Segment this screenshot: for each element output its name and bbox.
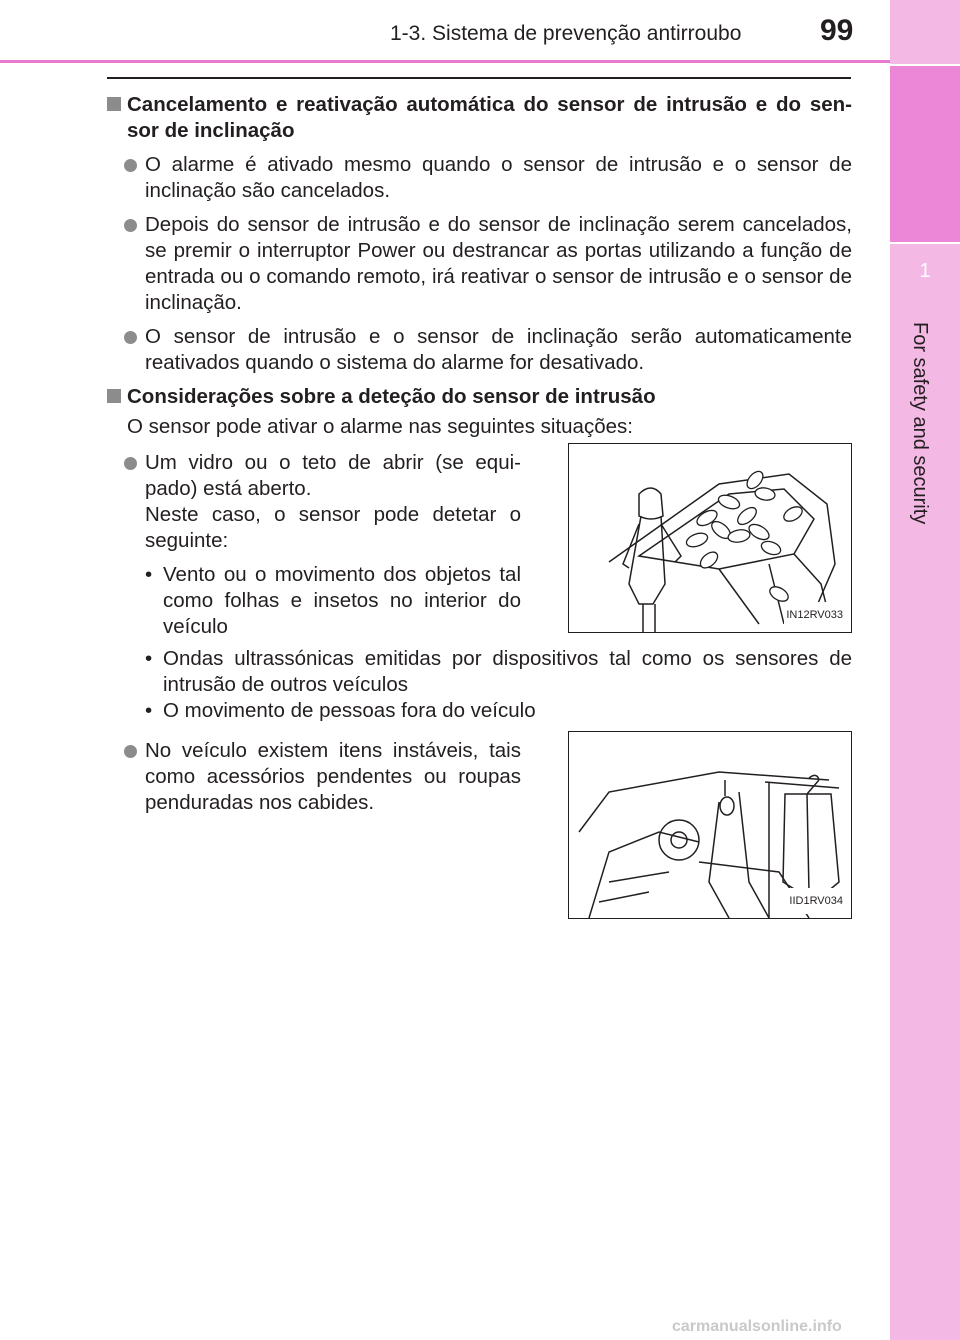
round-bullet-icon [124,745,137,758]
figure-code: IN12RV033 [784,602,845,628]
sub-bullet-mark: • [145,647,153,670]
bullet-text: O sensor de intrusão e o sensor de inclinação serão automaticamente reativados quando o sistema do alarme for desativado. [145,325,852,374]
square-bullet-icon [107,389,121,403]
page-header [0,0,890,63]
chapter-tab-highlight [890,64,960,244]
bullet-item [105,152,852,204]
figure-code: IID1RV034 [787,888,845,914]
chapter-side-tab [890,0,960,1340]
bullet-text: Um vidro ou o teto de abrir (se equi-pado) está aberto. [145,451,521,500]
figure-text-column [105,738,521,824]
sub-bullet-text: O movimento de pessoas fora do veículo [163,699,536,722]
section-heading-detection [105,384,852,410]
section-intro: O sensor pode ativar o alarme nas seguintes situações: [127,415,633,438]
sub-bullet-item [105,646,852,698]
square-bullet-icon [107,97,121,111]
sub-bullet-text: Vento ou o movimento dos objetos tal como folhas e insetos no interior do veículo [163,563,521,638]
figure-text-column [105,450,521,640]
page-content [105,92,852,919]
chapter-title: For safety and security [909,322,931,525]
figure-sunroof-leaves [568,443,852,633]
section-heading-text: Cancelamento e reativação automática do sensor de intrusão e do sen-sor de inclinação [127,93,852,142]
sub-bullet-mark: • [145,699,153,722]
bullet-text: No veículo existem itens instáveis, tais como acessórios pendentes ou roupas penduradas nos cabides. [145,739,521,814]
bullet-continuation: Neste caso, o sensor pode detetar o seguinte: [145,503,521,552]
bullet-item [105,450,521,502]
round-bullet-icon [124,331,137,344]
header-rule [107,77,851,79]
page-number: 99 [820,14,854,47]
watermark-text: carmanualsonline.info [672,1318,842,1335]
bullet-text: Depois do sensor de intrusão e do sensor de inclinação serem cancelados, se premir o interruptor Power ou destrancar as portas utilizando a função de entrada ou o comando remoto, irá reativar o sensor de intrusão e o sensor de inclinação. [145,213,852,314]
section-heading-text: Considerações sobre a deteção do sensor de intrusão [127,385,656,408]
chapter-number: 1 [919,260,931,282]
figure-row-interior [105,738,852,919]
bullet-item [105,324,852,376]
figure-row-sunroof [105,450,852,640]
round-bullet-icon [124,457,137,470]
bullet-item [105,738,521,816]
bullet-item [105,212,852,316]
bullet-text: O alarme é ativado mesmo quando o sensor de intrusão e o sensor de inclinação são cancelados. [145,153,852,202]
section-heading-reactivation [105,92,852,144]
sub-bullet-item [105,698,852,724]
sub-bullet-text: Ondas ultrassónicas emitidas por dispositivos tal como os sensores de intrusão de outros veículos [163,647,852,696]
sub-bullet-mark: • [145,563,153,586]
sub-bullet-item [105,562,521,640]
round-bullet-icon [124,159,137,172]
round-bullet-icon [124,219,137,232]
running-head: 1-3. Sistema de prevenção antirroubo [390,22,742,45]
figure-interior-hanging-items [568,731,852,919]
